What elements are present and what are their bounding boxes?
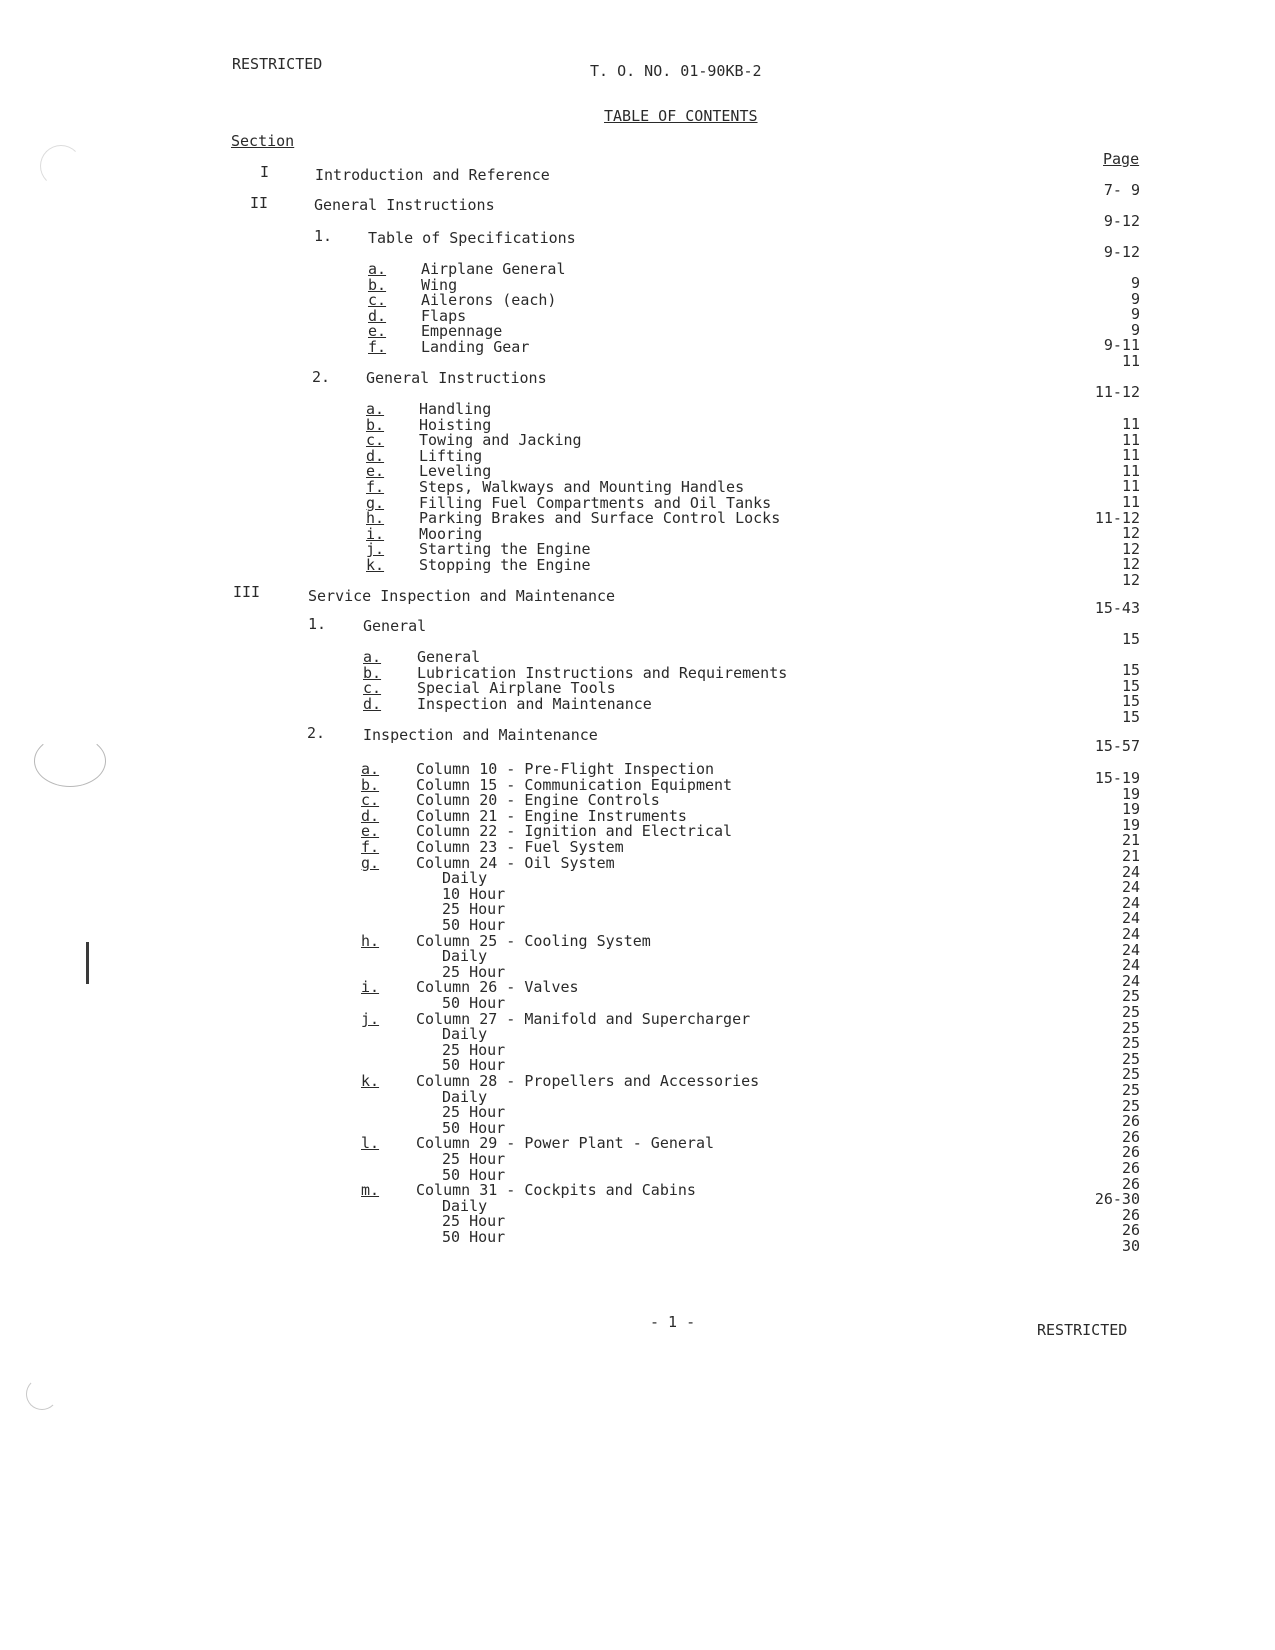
item-letter: k. [366, 556, 385, 574]
item-title: Stopping the Engine [419, 556, 591, 574]
item-title: Column 20 - Engine Controls [416, 791, 660, 809]
sub-item-title: 50 Hour [442, 1228, 506, 1246]
item-page: 26-30 [1094, 1190, 1140, 1208]
paragraph-number: 2. [307, 724, 326, 742]
item-letter: e. [368, 322, 387, 340]
item-page: 12 [1121, 524, 1140, 542]
sub-item-title: 50 Hour [442, 916, 506, 934]
item-page: 11 [1121, 477, 1140, 495]
item-letter: d. [363, 695, 382, 713]
item-title: Mooring [419, 525, 483, 543]
item-page: 9-11 [1103, 336, 1140, 354]
paragraph-title: Table of Specifications [368, 229, 576, 247]
item-letter: g. [361, 854, 380, 872]
paragraph-title: Inspection and Maintenance [363, 726, 598, 744]
item-page: 9 [1130, 290, 1140, 308]
item-letter: l. [361, 1134, 380, 1152]
item-page: 26 [1121, 1128, 1140, 1146]
item-title: Column 27 - Manifold and Supercharger [416, 1010, 751, 1028]
item-title: Column 29 - Power Plant - General [416, 1134, 715, 1152]
item-page: 11 [1121, 493, 1140, 511]
item-page: 21 [1121, 831, 1140, 849]
item-letter: j. [366, 540, 385, 558]
item-letter: d. [366, 447, 385, 465]
item-title: Column 10 - Pre-Flight Inspection [416, 760, 715, 778]
item-letter: b. [368, 276, 387, 294]
item-title: Towing and Jacking [419, 431, 582, 449]
item-title: Column 23 - Fuel System [416, 838, 624, 856]
item-page: 15 [1121, 661, 1140, 679]
paragraph-page: 15 [1121, 630, 1140, 648]
item-letter: h. [361, 932, 380, 950]
section-column-header: Section [231, 132, 295, 150]
item-page: 19 [1121, 785, 1140, 803]
sub-item-title: 50 Hour [442, 1166, 506, 1184]
item-letter: c. [368, 291, 387, 309]
item-page: 26 [1121, 1159, 1140, 1177]
page-column-header: Page [1103, 150, 1140, 168]
classification-top: RESTRICTED [232, 55, 323, 73]
item-title: Steps, Walkways and Mounting Handles [419, 478, 745, 496]
item-page: 15-19 [1094, 769, 1140, 787]
item-title: Lifting [419, 447, 483, 465]
item-page: 9 [1130, 274, 1140, 292]
item-page: 11 [1121, 352, 1140, 370]
item-title: Airplane General [421, 260, 566, 278]
item-letter: i. [366, 525, 385, 543]
sub-item-title: 25 Hour [442, 1041, 506, 1059]
paragraph-number: 2. [312, 368, 331, 386]
item-page: 24 [1121, 894, 1140, 912]
item-letter: d. [368, 307, 387, 325]
item-page: 15 [1121, 677, 1140, 695]
item-page: 19 [1121, 800, 1140, 818]
item-page: 24 [1121, 878, 1140, 896]
section-page: 7- 9 [1103, 181, 1140, 199]
sub-item-title: Daily [442, 1088, 488, 1106]
item-page: 25 [1121, 1065, 1140, 1083]
item-letter: j. [361, 1010, 380, 1028]
item-letter: b. [363, 664, 382, 682]
item-title: Leveling [419, 462, 492, 480]
item-page: 12 [1121, 540, 1140, 558]
item-page: 26 [1121, 1112, 1140, 1130]
item-letter: f. [366, 478, 385, 496]
item-letter: a. [361, 760, 380, 778]
item-title: General [417, 648, 481, 666]
paragraph-number: 1. [314, 227, 333, 245]
item-page: 12 [1121, 571, 1140, 589]
section-title: Service Inspection and Maintenance [308, 587, 616, 605]
paragraph-title: General Instructions [366, 369, 547, 387]
item-title: Column 15 - Communication Equipment [416, 776, 733, 794]
item-letter: h. [366, 509, 385, 527]
paragraph-number: 1. [308, 615, 327, 633]
item-title: Filling Fuel Compartments and Oil Tanks [419, 494, 772, 512]
section-number: III [233, 583, 261, 601]
item-page: 11 [1121, 415, 1140, 433]
item-page: 26 [1121, 1206, 1140, 1224]
item-letter: c. [363, 679, 382, 697]
paragraph-page: 9-12 [1103, 243, 1140, 261]
sub-item-title: 25 Hour [442, 900, 506, 918]
scan-mark [86, 942, 89, 984]
item-page: 9 [1130, 321, 1140, 339]
item-letter: c. [366, 431, 385, 449]
item-page: 25 [1121, 1003, 1140, 1021]
item-letter: f. [361, 838, 380, 856]
item-letter: k. [361, 1072, 380, 1090]
item-title: Column 26 - Valves [416, 978, 579, 996]
item-page: 11-12 [1094, 509, 1140, 527]
item-page: 25 [1121, 1034, 1140, 1052]
item-title: Lubrication Instructions and Requirements [417, 664, 788, 682]
item-page: 9 [1130, 305, 1140, 323]
paragraph-title: General [363, 617, 427, 635]
sub-item-title: Daily [442, 1197, 488, 1215]
item-page: 24 [1121, 909, 1140, 927]
item-page: 24 [1121, 941, 1140, 959]
item-title: Landing Gear [421, 338, 530, 356]
item-title: Flaps [421, 307, 467, 325]
item-title: Parking Brakes and Surface Control Locks [419, 509, 781, 527]
sub-item-title: 25 Hour [442, 1150, 506, 1168]
hole-punch-mark [26, 1378, 58, 1410]
item-title: Column 28 - Propellers and Accessories [416, 1072, 760, 1090]
section-title: General Instructions [314, 196, 495, 214]
sub-item-title: 50 Hour [442, 1119, 506, 1137]
item-title: Hoisting [419, 416, 492, 434]
item-title: Column 25 - Cooling System [416, 932, 651, 950]
item-letter: a. [368, 260, 387, 278]
sub-item-title: Daily [442, 947, 488, 965]
item-title: Starting the Engine [419, 540, 591, 558]
section-number: II [250, 194, 269, 212]
item-letter: e. [361, 822, 380, 840]
item-letter: i. [361, 978, 380, 996]
section-page: 9-12 [1103, 212, 1140, 230]
sub-item-title: Daily [442, 869, 488, 887]
item-letter: e. [366, 462, 385, 480]
item-letter: b. [366, 416, 385, 434]
item-title: Column 21 - Engine Instruments [416, 807, 687, 825]
doc-number: T. O. NO. 01-90KB-2 [590, 62, 762, 80]
item-letter: a. [363, 648, 382, 666]
sub-item-title: 10 Hour [442, 885, 506, 903]
item-letter: f. [368, 338, 387, 356]
item-page: 11 [1121, 446, 1140, 464]
item-page: 24 [1121, 925, 1140, 943]
item-page: 19 [1121, 816, 1140, 834]
item-letter: m. [361, 1181, 380, 1199]
item-page: 24 [1121, 863, 1140, 881]
item-letter: c. [361, 791, 380, 809]
hole-punch-mark [40, 145, 82, 187]
item-title: Ailerons (each) [421, 291, 557, 309]
item-title: Handling [419, 400, 492, 418]
sub-item-title: 25 Hour [442, 1103, 506, 1121]
item-page: 21 [1121, 847, 1140, 865]
item-page: 25 [1121, 1050, 1140, 1068]
item-title: Column 31 - Cockpits and Cabins [416, 1181, 696, 1199]
item-page: 15 [1121, 708, 1140, 726]
item-page: 24 [1121, 972, 1140, 990]
item-page: 11 [1121, 431, 1140, 449]
item-page: 30 [1121, 1237, 1140, 1255]
page-number: - 1 - [650, 1313, 696, 1331]
sub-item-title: Daily [442, 1025, 488, 1043]
item-page: 15 [1121, 692, 1140, 710]
item-title: Column 24 - Oil System [416, 854, 615, 872]
item-letter: g. [366, 494, 385, 512]
section-title: Introduction and Reference [315, 166, 550, 184]
item-page: 25 [1121, 1019, 1140, 1037]
item-page: 26 [1121, 1221, 1140, 1239]
item-letter: d. [361, 807, 380, 825]
item-page: 24 [1121, 956, 1140, 974]
item-page: 11 [1121, 462, 1140, 480]
sub-item-title: 50 Hour [442, 1056, 506, 1074]
item-letter: a. [366, 400, 385, 418]
item-page: 12 [1121, 555, 1140, 573]
item-page: 25 [1121, 1097, 1140, 1115]
item-letter: b. [361, 776, 380, 794]
section-number: I [260, 163, 270, 181]
item-title: Empennage [421, 322, 503, 340]
classification-bottom: RESTRICTED [1037, 1321, 1128, 1339]
item-title: Special Airplane Tools [417, 679, 616, 697]
item-title: Wing [421, 276, 458, 294]
item-page: 25 [1121, 987, 1140, 1005]
item-title: Column 22 - Ignition and Electrical [416, 822, 733, 840]
paragraph-page: 15-57 [1094, 737, 1140, 755]
page-title: TABLE OF CONTENTS [604, 107, 758, 125]
item-title: Inspection and Maintenance [417, 695, 652, 713]
item-page: 25 [1121, 1081, 1140, 1099]
item-page: 26 [1121, 1143, 1140, 1161]
hole-punch-mark [34, 735, 106, 787]
sub-item-title: 50 Hour [442, 994, 506, 1012]
sub-item-title: 25 Hour [442, 1212, 506, 1230]
paragraph-page: 11-12 [1094, 383, 1140, 401]
sub-item-title: 25 Hour [442, 963, 506, 981]
item-page: 26 [1121, 1175, 1140, 1193]
section-page: 15-43 [1094, 599, 1140, 617]
